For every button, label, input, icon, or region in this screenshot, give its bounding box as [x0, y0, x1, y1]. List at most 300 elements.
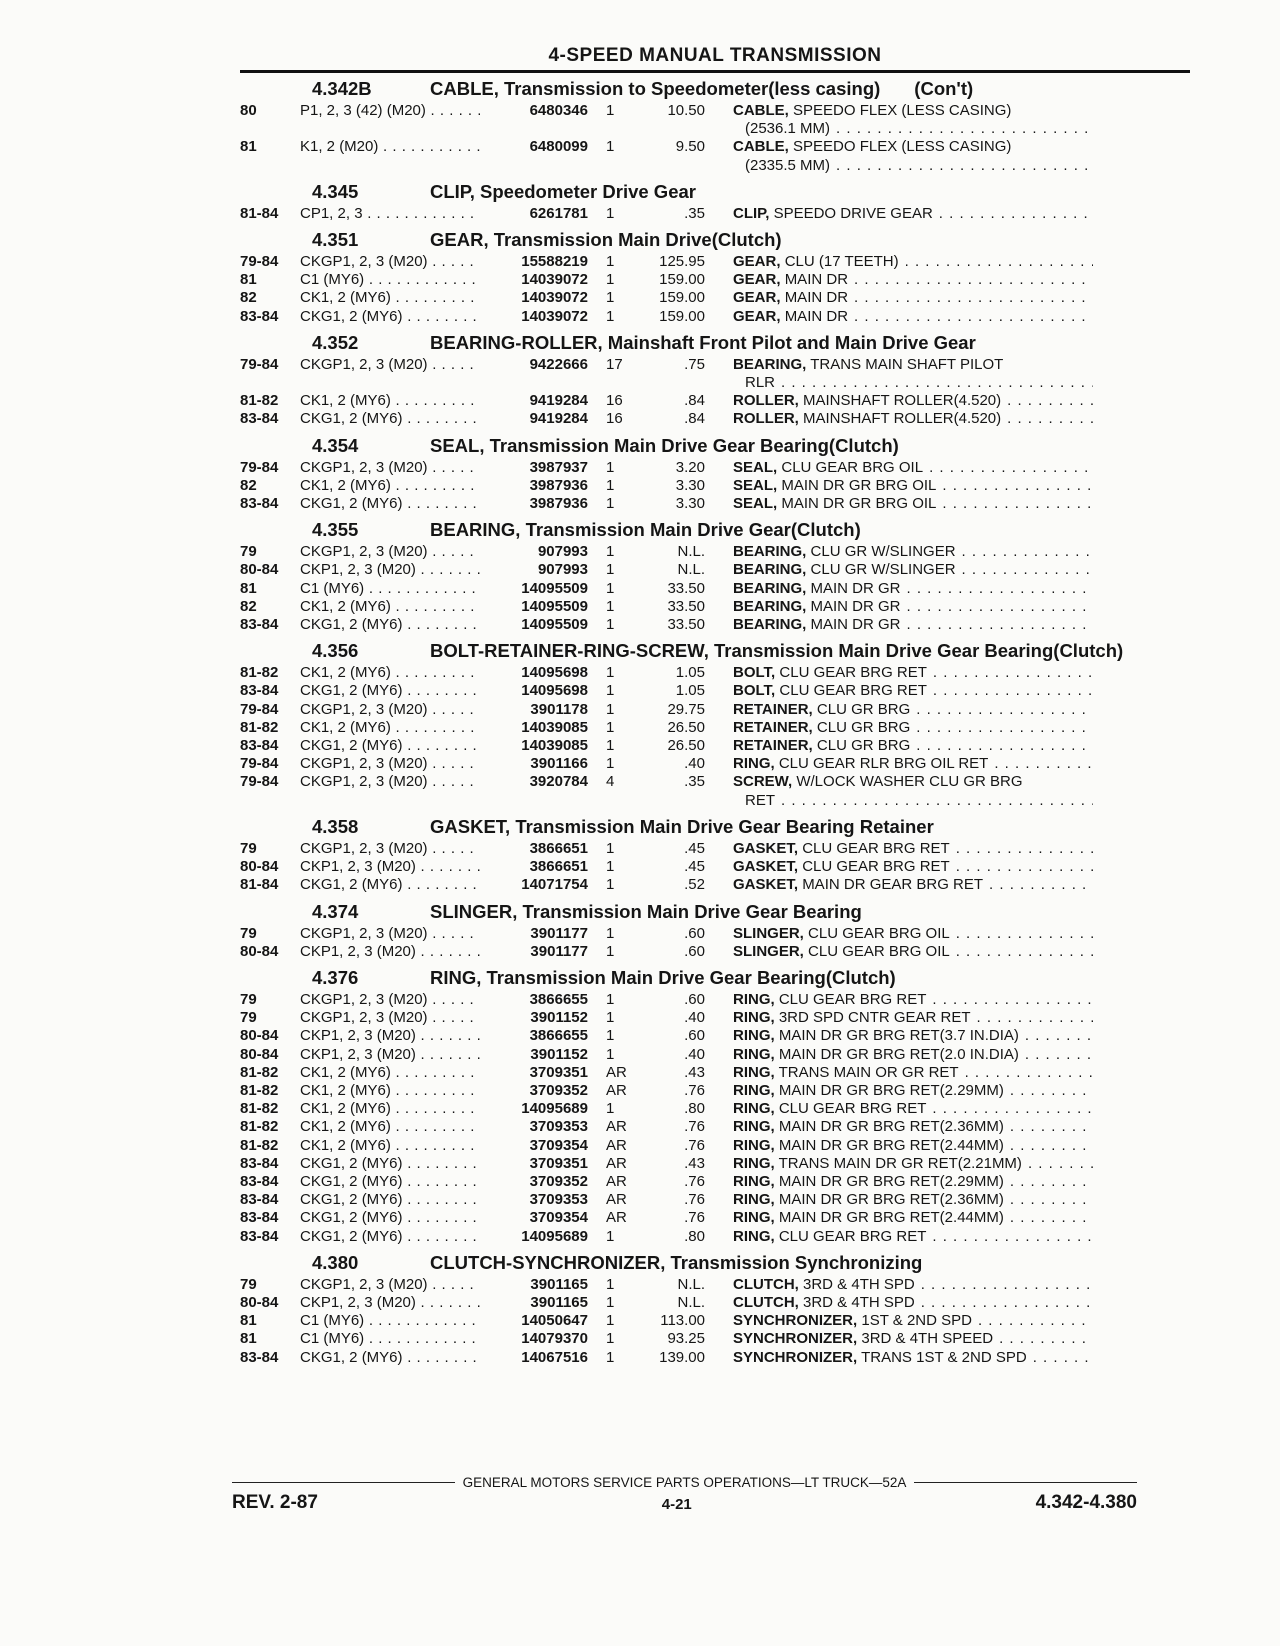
quantity: AR — [606, 1063, 627, 1081]
part-description — [705, 205, 1093, 223]
list-price: 29.75 — [667, 700, 705, 718]
model-codes: CKG1, 2 (MY6) . . . — [300, 737, 480, 755]
part-detail: MAIN DR GR BRG RET(2.29MM) — [778, 1172, 1004, 1190]
part-name: SLINGER, — [733, 942, 804, 960]
dot-leader — [971, 1009, 1093, 1027]
list-price: 10.50 — [667, 102, 705, 119]
model-codes: K1, 2 (M20) . . . — [300, 138, 480, 156]
description-text — [733, 1228, 926, 1246]
part-description — [705, 925, 1093, 943]
description-line — [733, 991, 1093, 1009]
part-number: 3901165 — [530, 1293, 588, 1311]
model-years: 81 — [240, 138, 257, 156]
part-name: BEARING, — [733, 355, 807, 373]
model-codes: CKGP1, 2, 3 (M20) . . . — [300, 1276, 480, 1294]
list-price: .45 — [684, 839, 705, 857]
part-name: SEAL, — [733, 458, 778, 476]
part-row — [240, 773, 1190, 809]
part-number: 3987936 — [529, 476, 588, 494]
part-name: SYNCHRONIZER, — [733, 1330, 858, 1348]
model-years: 82 — [240, 476, 257, 494]
model-codes: C1 (MY6) . . . — [300, 271, 480, 289]
list-price: 9.50 — [675, 138, 705, 156]
model-codes: CKG1, 2 (MY6) . . . — [300, 876, 480, 894]
quantity: 1 — [606, 1275, 615, 1293]
dot-leader — [936, 477, 1093, 495]
part-row — [240, 580, 1190, 598]
part-number: 14039085 — [521, 737, 588, 755]
part-description — [705, 1349, 1093, 1367]
model-codes: CK1, 2 (MY6) . . . — [300, 392, 480, 410]
part-number: 15588219 — [521, 253, 588, 271]
part-detail: MAIN DR GR BRG RET(3.7 IN.DIA) — [778, 1027, 1019, 1045]
part-number: 9422666 — [529, 355, 588, 373]
dot-leader — [775, 792, 1093, 810]
part-description — [705, 719, 1093, 737]
model-years: 79 — [240, 839, 257, 857]
part-row — [240, 1209, 1190, 1227]
model-years: 83-84 — [240, 307, 279, 325]
model-years: 79-84 — [240, 755, 279, 773]
part-row — [240, 356, 1190, 392]
list-price: .60 — [684, 990, 705, 1008]
section-title — [430, 182, 1190, 202]
description-line — [733, 1294, 1093, 1312]
part-name: RING, — [733, 1191, 775, 1209]
model-years: 80-84 — [240, 561, 279, 579]
part-description — [705, 1118, 1093, 1136]
model-codes: CKP1, 2, 3 (M20) . . . — [300, 561, 480, 579]
list-price: .76 — [684, 1209, 705, 1227]
part-detail: CLU GEAR BRG RET — [779, 682, 927, 700]
description-text — [733, 1191, 1004, 1209]
part-description — [705, 459, 1093, 477]
section-heading — [240, 79, 1190, 99]
part-number: 6480099 — [529, 138, 588, 156]
list-price: .84 — [684, 392, 705, 410]
dot-leader — [950, 840, 1093, 858]
part-number: 907993 — [537, 561, 588, 579]
part-detail: CLU GEAR BRG RET — [778, 990, 927, 1008]
part-name: GASKET, — [733, 858, 799, 876]
dot-leader — [848, 271, 1093, 289]
part-row — [240, 1349, 1190, 1367]
part-row — [240, 271, 1190, 289]
model-years: 83-84 — [240, 616, 279, 634]
part-number: 14095689 — [521, 1227, 588, 1245]
catalog-section — [240, 1253, 1190, 1367]
description-text — [733, 392, 1001, 410]
model-years: 83-84 — [240, 1209, 279, 1227]
description-continuation: (2335.5 MM) — [745, 156, 831, 174]
part-number: 3866651 — [529, 858, 588, 876]
section-title — [430, 520, 1190, 540]
part-number: 3901177 — [530, 924, 588, 942]
quantity: 1 — [606, 876, 615, 894]
page-number: 4-21 — [661, 1496, 692, 1513]
list-price: 159.00 — [659, 271, 705, 289]
part-name: RETAINER, — [733, 737, 813, 755]
description-line — [733, 392, 1093, 410]
part-name: RING, — [733, 755, 775, 773]
quantity: 1 — [606, 543, 615, 561]
part-detail: MAIN DR GR — [810, 616, 901, 634]
part-row — [240, 253, 1190, 271]
list-price: .60 — [684, 1027, 705, 1045]
quantity: AR — [606, 1209, 627, 1227]
dot-leader — [1004, 1118, 1093, 1136]
part-row — [240, 410, 1190, 428]
part-detail: 3RD & 4TH SPD — [803, 1293, 915, 1311]
quantity: 1 — [606, 307, 615, 325]
section-number: 4.342B — [312, 78, 372, 99]
part-description — [705, 289, 1093, 307]
part-name: BEARING, — [733, 579, 807, 597]
part-row — [240, 1118, 1190, 1136]
section-title — [430, 817, 1190, 837]
description-line — [733, 858, 1093, 876]
description-line — [733, 410, 1093, 428]
model-codes: CKGP1, 2, 3 (M20) . . . — [300, 840, 480, 858]
part-name: CABLE, — [733, 138, 789, 156]
description-line — [733, 1349, 1093, 1367]
part-number: 14039072 — [521, 271, 588, 289]
list-price: 26.50 — [667, 737, 705, 755]
section-title-text: CABLE, Transmission to Speedometer(less casing) — [430, 78, 881, 99]
model-codes: CKGP1, 2, 3 (M20) . . . — [300, 253, 480, 271]
model-years: 79 — [240, 924, 257, 942]
model-years: 83-84 — [240, 1172, 279, 1190]
description-text — [733, 289, 848, 307]
description-text — [733, 356, 1003, 374]
dot-leader — [1019, 1046, 1093, 1064]
catalog-section — [240, 902, 1190, 961]
list-price: .76 — [684, 1118, 705, 1136]
list-price: .80 — [684, 1100, 705, 1118]
model-codes: CKGP1, 2, 3 (M20) . . . — [300, 701, 480, 719]
model-years: 83-84 — [240, 1191, 279, 1209]
part-row — [240, 1082, 1190, 1100]
description-continuation: RET — [745, 791, 775, 809]
description-line — [733, 1155, 1093, 1173]
model-years: 83-84 — [240, 682, 279, 700]
model-codes: CKGP1, 2, 3 (M20) . . . — [300, 356, 480, 374]
model-years: 81 — [240, 1312, 257, 1330]
part-row — [240, 682, 1190, 700]
description-line-2 — [733, 120, 1093, 138]
section-title-text: CLUTCH-SYNCHRONIZER, Transmission Synchronizing — [430, 1251, 923, 1273]
part-number: 9419284 — [529, 410, 588, 428]
model-years: 79-84 — [240, 253, 279, 271]
footer-line — [232, 1475, 1137, 1490]
part-number: 3901178 — [530, 700, 588, 718]
part-number: 3709352 — [529, 1081, 588, 1099]
catalog-section — [240, 641, 1190, 810]
part-detail: TRANS MAIN DR GR RET(2.21MM) — [778, 1154, 1022, 1172]
description-text — [733, 1312, 972, 1330]
part-detail: SPEEDO DRIVE GEAR — [773, 204, 933, 222]
quantity: 1 — [606, 839, 615, 857]
list-price: 125.95 — [659, 253, 705, 271]
part-detail: CLU GR BRG — [816, 718, 911, 736]
part-row — [240, 1312, 1190, 1330]
model-years: 81 — [240, 1330, 257, 1348]
dot-leader — [950, 925, 1093, 943]
description-text — [733, 102, 1011, 120]
part-name: RING, — [733, 1227, 775, 1245]
model-codes: CKGP1, 2, 3 (M20) . . . — [300, 459, 480, 477]
description-line — [733, 271, 1093, 289]
quantity: 1 — [606, 942, 615, 960]
part-number: 6261781 — [529, 204, 588, 222]
list-price: 1.05 — [675, 664, 705, 682]
part-name: RING, — [733, 1172, 775, 1190]
model-codes: CKP1, 2, 3 (M20) . . . — [300, 858, 480, 876]
model-codes: CKGP1, 2, 3 (M20) . . . — [300, 925, 480, 943]
part-name: SEAL, — [733, 495, 778, 513]
description-text — [733, 1046, 1019, 1064]
description-line — [733, 840, 1093, 858]
list-price: .40 — [684, 1045, 705, 1063]
list-price: 93.25 — [667, 1330, 705, 1348]
quantity: 1 — [606, 476, 615, 494]
part-description — [705, 1209, 1093, 1227]
revision-label: REV. 2-87 — [232, 1492, 318, 1513]
quantity: 1 — [606, 597, 615, 615]
part-detail: TRANS MAIN OR GR RET — [778, 1063, 959, 1081]
description-line-2 — [733, 374, 1093, 392]
part-description — [705, 1155, 1093, 1173]
quantity: AR — [606, 1172, 627, 1190]
part-description — [705, 138, 1093, 174]
part-description — [705, 773, 1093, 809]
footer-rule-left — [232, 1482, 455, 1483]
dot-leader — [775, 374, 1093, 392]
part-row — [240, 308, 1190, 326]
part-detail: MAIN DR GR BRG RET(2.36MM) — [778, 1191, 1004, 1209]
model-years: 81-82 — [240, 1136, 279, 1154]
list-price: .84 — [684, 410, 705, 428]
part-detail: MAIN DR GR BRG OIL — [781, 476, 937, 494]
model-codes: CKG1, 2 (MY6) . . . — [300, 1155, 480, 1173]
model-codes: CKG1, 2 (MY6) . . . — [300, 495, 480, 513]
part-detail: CLU GEAR BRG OIL — [808, 924, 950, 942]
description-text — [733, 410, 1001, 428]
dot-leader — [936, 495, 1093, 513]
quantity: 1 — [606, 1009, 615, 1027]
part-name: BEARING, — [733, 597, 807, 615]
model-codes: CK1, 2 (MY6) . . . — [300, 719, 480, 737]
model-codes: CKG1, 2 (MY6) . . . — [300, 682, 480, 700]
description-text — [733, 253, 899, 271]
section-title-text: BEARING, Transmission Main Drive Gear(Clutch) — [430, 519, 861, 541]
part-description — [705, 102, 1093, 138]
description-line — [733, 102, 1093, 120]
part-row — [240, 205, 1190, 223]
part-row — [240, 755, 1190, 773]
dot-leader — [926, 991, 1093, 1009]
part-name: RING, — [733, 1154, 775, 1172]
part-number: 3709351 — [529, 1154, 588, 1172]
part-row — [240, 1191, 1190, 1209]
model-codes: CKG1, 2 (MY6) . . . — [300, 1228, 480, 1246]
description-text — [733, 616, 901, 634]
description-line — [733, 1173, 1093, 1191]
section-heading — [240, 902, 1190, 922]
part-detail: CLU GR BRG — [816, 700, 911, 718]
description-line — [733, 356, 1093, 374]
part-description — [705, 1276, 1093, 1294]
list-price: .76 — [684, 1081, 705, 1099]
part-row — [240, 1294, 1190, 1312]
quantity: 1 — [606, 102, 615, 119]
quantity: 1 — [606, 924, 615, 942]
page-footer — [232, 1475, 1137, 1514]
part-description — [705, 495, 1093, 513]
part-name: BOLT, — [733, 664, 776, 682]
model-codes: CKGP1, 2, 3 (M20) . . . — [300, 543, 480, 561]
model-codes: CKG1, 2 (MY6) . . . — [300, 308, 480, 326]
quantity: 1 — [606, 1045, 615, 1063]
part-description — [705, 561, 1093, 579]
section-title-text: CLIP, Speedometer Drive Gear — [430, 180, 696, 202]
part-number: 3901152 — [530, 1045, 588, 1063]
part-detail: CLU GEAR BRG OIL — [808, 942, 950, 960]
part-row — [240, 138, 1190, 174]
part-description — [705, 410, 1093, 428]
dot-leader — [959, 1064, 1093, 1082]
description-line — [733, 737, 1093, 755]
part-row — [240, 616, 1190, 634]
description-text — [733, 1009, 971, 1027]
part-name: GEAR, — [733, 253, 781, 271]
part-detail: CLU GEAR RLR BRG OIL RET — [778, 755, 989, 773]
description-line — [733, 1191, 1093, 1209]
list-price: 33.50 — [667, 579, 705, 597]
part-row — [240, 858, 1190, 876]
dot-leader — [972, 1312, 1093, 1330]
dot-leader — [1022, 1155, 1093, 1173]
model-years: 80-84 — [240, 1045, 279, 1063]
description-line-2 — [733, 792, 1093, 810]
part-number: 14067516 — [521, 1348, 588, 1366]
quantity: 1 — [606, 253, 615, 271]
list-price: .35 — [684, 773, 705, 791]
part-number: 3709352 — [529, 1172, 588, 1190]
description-continuation: (2536.1 MM) — [745, 120, 831, 138]
part-name: SYNCHRONIZER, — [733, 1312, 858, 1330]
part-detail: CLU (17 TEETH) — [784, 253, 899, 271]
part-detail: CLU GR W/SLINGER — [810, 561, 956, 579]
part-detail: 3RD & 4TH SPD — [803, 1275, 915, 1293]
section-title-text: GEAR, Transmission Main Drive(Clutch) — [430, 229, 782, 251]
section-title — [430, 333, 1190, 353]
quantity: 1 — [606, 458, 615, 476]
model-years: 79-84 — [240, 355, 279, 373]
description-line — [733, 561, 1093, 579]
quantity: 1 — [606, 495, 615, 513]
part-detail: MAIN DR — [784, 307, 849, 325]
part-detail: MAINSHAFT ROLLER(4.520) — [803, 392, 1002, 410]
list-price: 3.30 — [675, 476, 705, 494]
list-price: N.L. — [677, 561, 705, 579]
dot-leader — [927, 664, 1093, 682]
dot-leader — [1004, 1082, 1093, 1100]
catalog-section — [240, 968, 1190, 1246]
list-price: .80 — [684, 1227, 705, 1245]
dot-leader — [950, 943, 1093, 961]
dot-leader — [1004, 1173, 1093, 1191]
section-heading — [240, 1253, 1190, 1273]
section-title — [430, 79, 1190, 99]
part-detail: MAIN DR GR — [810, 597, 901, 615]
part-number: 3901152 — [530, 1009, 588, 1027]
part-row — [240, 543, 1190, 561]
model-codes: CKG1, 2 (MY6) . . . — [300, 616, 480, 634]
part-description — [705, 1009, 1093, 1027]
quantity: 1 — [606, 664, 615, 682]
description-line — [733, 205, 1093, 223]
quantity: AR — [606, 1154, 627, 1172]
page-title: 4-SPEED MANUAL TRANSMISSION — [548, 45, 882, 66]
footer-publisher: GENERAL MOTORS SERVICE PARTS OPERATIONS—LT TRUCK—52A — [462, 1475, 907, 1490]
part-row — [240, 1027, 1190, 1045]
part-row — [240, 737, 1190, 755]
part-row — [240, 598, 1190, 616]
quantity: 1 — [606, 271, 615, 289]
model-codes: CKG1, 2 (MY6) . . . — [300, 1209, 480, 1227]
part-row — [240, 1173, 1190, 1191]
quantity: 1 — [606, 700, 615, 718]
part-name: RETAINER, — [733, 700, 813, 718]
part-number: 14039072 — [521, 289, 588, 307]
dot-leader — [923, 459, 1093, 477]
list-price: .60 — [684, 924, 705, 942]
section-title-text: BEARING-ROLLER, Mainshaft Front Pilot and Main Drive Gear — [430, 331, 976, 353]
dot-leader — [1004, 1191, 1093, 1209]
description-text — [733, 1100, 926, 1118]
dot-leader — [910, 719, 1093, 737]
section-title — [430, 1253, 1190, 1273]
part-row — [240, 719, 1190, 737]
description-line — [733, 1118, 1093, 1136]
description-line — [733, 925, 1093, 943]
part-row — [240, 561, 1190, 579]
list-price: 159.00 — [659, 289, 705, 307]
part-name: CABLE, — [733, 102, 789, 119]
description-line — [733, 1009, 1093, 1027]
section-number: 4.345 — [312, 180, 359, 202]
dot-leader — [901, 580, 1093, 598]
description-text — [733, 1330, 993, 1348]
list-price: N.L. — [677, 1275, 705, 1293]
quantity: 1 — [606, 1312, 615, 1330]
part-row — [240, 477, 1190, 495]
model-codes: CKP1, 2, 3 (M20) . . . — [300, 1294, 480, 1312]
model-codes: CKGP1, 2, 3 (M20) . . . — [300, 991, 480, 1009]
description-line — [733, 1137, 1093, 1155]
description-text — [733, 459, 923, 477]
list-price: .40 — [684, 755, 705, 773]
part-row — [240, 1228, 1190, 1246]
part-number: 3901177 — [530, 942, 588, 960]
part-name: GASKET, — [733, 876, 799, 894]
title-rule — [240, 70, 1190, 73]
description-text — [733, 701, 910, 719]
description-text — [733, 1294, 915, 1312]
dot-leader — [830, 120, 1093, 138]
description-line — [733, 876, 1093, 894]
